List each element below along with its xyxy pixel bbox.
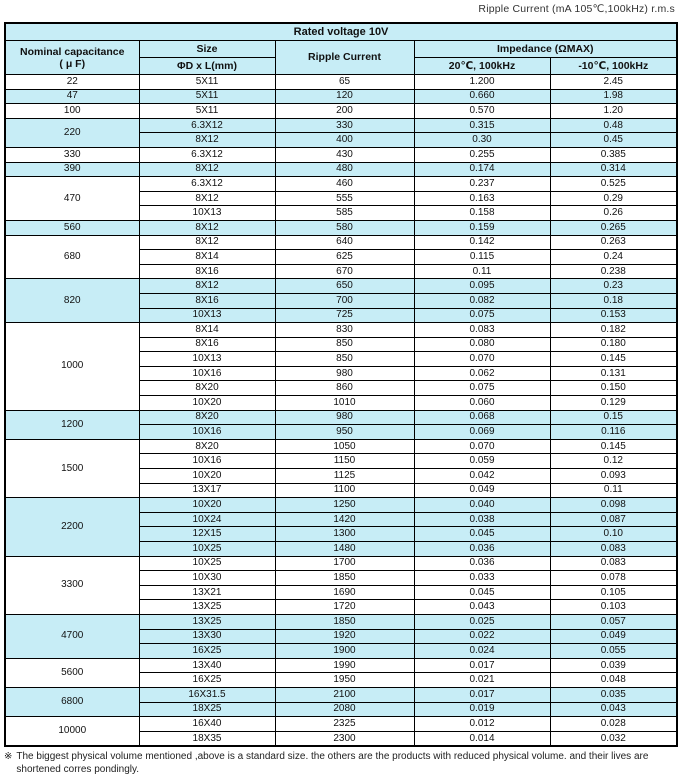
cell-impedance-20c: 0.070 <box>414 352 550 367</box>
cell-size: 13X40 <box>139 658 275 673</box>
table-row <box>5 614 677 629</box>
cell-ripple-current: 1050 <box>275 439 414 454</box>
cell-size: 5X11 <box>139 104 275 119</box>
header-nominal-capacitance-unit: ( μ F) <box>59 57 86 70</box>
cell-ripple-current: 1480 <box>275 542 414 557</box>
cell-impedance-neg10c: 0.032 <box>550 731 677 746</box>
cell-size: 12X15 <box>139 527 275 542</box>
cell-capacitance: 220 <box>5 118 139 147</box>
table-title-row <box>5 23 677 41</box>
table-row <box>5 89 677 104</box>
cell-size: 8X12 <box>139 162 275 177</box>
cell-size: 8X20 <box>139 381 275 396</box>
cell-capacitance: 1500 <box>5 439 139 497</box>
cell-capacitance: 1200 <box>5 410 139 439</box>
cell-impedance-neg10c: 0.035 <box>550 687 677 702</box>
cell-size: 8X12 <box>139 220 275 235</box>
cell-impedance-neg10c: 0.043 <box>550 702 677 717</box>
cell-size: 6.3X12 <box>139 118 275 133</box>
cell-impedance-neg10c: 0.145 <box>550 439 677 454</box>
cell-ripple-current: 850 <box>275 337 414 352</box>
table-row <box>5 658 677 673</box>
cell-impedance-neg10c: 0.078 <box>550 571 677 586</box>
cell-ripple-current: 2100 <box>275 687 414 702</box>
cell-ripple-current: 400 <box>275 133 414 148</box>
cell-size: 10X25 <box>139 542 275 557</box>
cell-ripple-current: 1420 <box>275 512 414 527</box>
cell-impedance-20c: 0.019 <box>414 702 550 717</box>
cell-impedance-neg10c: 0.103 <box>550 600 677 615</box>
cell-size: 6.3X12 <box>139 177 275 192</box>
cell-impedance-neg10c: 0.145 <box>550 352 677 367</box>
cell-ripple-current: 725 <box>275 308 414 323</box>
cell-impedance-neg10c: 0.15 <box>550 410 677 425</box>
cell-capacitance: 820 <box>5 279 139 323</box>
cell-ripple-current: 850 <box>275 352 414 367</box>
cell-impedance-20c: 0.080 <box>414 337 550 352</box>
cell-size: 10X13 <box>139 308 275 323</box>
cell-impedance-20c: 0.11 <box>414 264 550 279</box>
cell-impedance-neg10c: 0.314 <box>550 162 677 177</box>
cell-ripple-current: 1950 <box>275 673 414 688</box>
cell-capacitance: 10000 <box>5 717 139 747</box>
cell-size: 6.3X12 <box>139 147 275 162</box>
header-size: Size <box>139 41 275 58</box>
cell-impedance-20c: 0.069 <box>414 425 550 440</box>
footnote <box>4 751 676 776</box>
cell-impedance-neg10c: 0.129 <box>550 396 677 411</box>
cell-ripple-current: 1300 <box>275 527 414 542</box>
cell-ripple-current: 585 <box>275 206 414 221</box>
cell-impedance-20c: 0.038 <box>414 512 550 527</box>
cell-impedance-neg10c: 0.049 <box>550 629 677 644</box>
cell-impedance-neg10c: 0.182 <box>550 323 677 338</box>
cell-ripple-current: 1700 <box>275 556 414 571</box>
cell-size: 13X21 <box>139 585 275 600</box>
cell-impedance-neg10c: 0.083 <box>550 556 677 571</box>
cell-impedance-20c: 0.033 <box>414 571 550 586</box>
table-row <box>5 220 677 235</box>
cell-ripple-current: 1150 <box>275 454 414 469</box>
cell-impedance-20c: 0.049 <box>414 483 550 498</box>
table-row <box>5 104 677 119</box>
cell-size: 10X13 <box>139 352 275 367</box>
cell-impedance-20c: 0.255 <box>414 147 550 162</box>
table-row <box>5 323 677 338</box>
cell-size: 16X25 <box>139 644 275 659</box>
cell-size: 16X25 <box>139 673 275 688</box>
cell-impedance-neg10c: 0.24 <box>550 250 677 265</box>
cell-ripple-current: 120 <box>275 89 414 104</box>
ripple-current-caption: Ripple Current (mA 105℃,100kHz) r.m.s <box>478 3 675 15</box>
cell-impedance-neg10c: 0.238 <box>550 264 677 279</box>
cell-impedance-neg10c: 1.20 <box>550 104 677 119</box>
cell-capacitance: 330 <box>5 147 139 162</box>
cell-capacitance: 3300 <box>5 556 139 614</box>
cell-impedance-20c: 0.040 <box>414 498 550 513</box>
cell-ripple-current: 1850 <box>275 571 414 586</box>
cell-capacitance: 5600 <box>5 658 139 687</box>
cell-impedance-neg10c: 0.057 <box>550 614 677 629</box>
cell-size: 8X16 <box>139 337 275 352</box>
cell-ripple-current: 670 <box>275 264 414 279</box>
cell-impedance-20c: 0.075 <box>414 308 550 323</box>
cell-impedance-neg10c: 0.039 <box>550 658 677 673</box>
cell-size: 13X17 <box>139 483 275 498</box>
cell-impedance-neg10c: 0.098 <box>550 498 677 513</box>
table-row <box>5 235 677 250</box>
cell-ripple-current: 2080 <box>275 702 414 717</box>
cell-ripple-current: 1100 <box>275 483 414 498</box>
cell-ripple-current: 580 <box>275 220 414 235</box>
cell-size: 8X12 <box>139 279 275 294</box>
cell-ripple-current: 700 <box>275 293 414 308</box>
cell-impedance-20c: 0.012 <box>414 717 550 732</box>
cell-impedance-neg10c: 0.180 <box>550 337 677 352</box>
header-size-sub: ΦD x L(mm) <box>139 58 275 75</box>
table-row <box>5 177 677 192</box>
cell-size: 10X16 <box>139 366 275 381</box>
table-row <box>5 498 677 513</box>
table-row <box>5 717 677 732</box>
cell-ripple-current: 980 <box>275 410 414 425</box>
cell-impedance-neg10c: 0.087 <box>550 512 677 527</box>
cell-impedance-neg10c: 0.150 <box>550 381 677 396</box>
cell-ripple-current: 1250 <box>275 498 414 513</box>
cell-impedance-neg10c: 0.131 <box>550 366 677 381</box>
header-nominal-capacitance-label: Nominal capacitance <box>20 45 125 58</box>
cell-impedance-neg10c: 2.45 <box>550 75 677 90</box>
cell-impedance-neg10c: 0.055 <box>550 644 677 659</box>
cell-impedance-neg10c: 0.105 <box>550 585 677 600</box>
cell-size: 18X25 <box>139 702 275 717</box>
cell-impedance-neg10c: 0.028 <box>550 717 677 732</box>
cell-ripple-current: 1990 <box>275 658 414 673</box>
table-row <box>5 556 677 571</box>
cell-impedance-20c: 0.660 <box>414 89 550 104</box>
table-row <box>5 75 677 90</box>
cell-impedance-20c: 0.174 <box>414 162 550 177</box>
cell-impedance-20c: 0.570 <box>414 104 550 119</box>
cell-ripple-current: 860 <box>275 381 414 396</box>
cell-ripple-current: 1690 <box>275 585 414 600</box>
cell-impedance-20c: 0.060 <box>414 396 550 411</box>
cell-impedance-20c: 0.075 <box>414 381 550 396</box>
cell-impedance-20c: 0.115 <box>414 250 550 265</box>
cell-ripple-current: 65 <box>275 75 414 90</box>
cell-capacitance: 100 <box>5 104 139 119</box>
cell-ripple-current: 460 <box>275 177 414 192</box>
cell-capacitance: 560 <box>5 220 139 235</box>
header-impedance-neg10c: -10℃, 100kHz <box>550 58 677 75</box>
cell-size: 13X25 <box>139 600 275 615</box>
cell-ripple-current: 640 <box>275 235 414 250</box>
cell-impedance-20c: 0.017 <box>414 687 550 702</box>
cell-impedance-neg10c: 0.265 <box>550 220 677 235</box>
cell-ripple-current: 830 <box>275 323 414 338</box>
cell-size: 10X25 <box>139 556 275 571</box>
cell-size: 8X12 <box>139 133 275 148</box>
cell-ripple-current: 480 <box>275 162 414 177</box>
cell-ripple-current: 1850 <box>275 614 414 629</box>
cell-impedance-20c: 0.045 <box>414 527 550 542</box>
rated-voltage-10v-table <box>4 22 678 747</box>
cell-size: 5X11 <box>139 89 275 104</box>
cell-capacitance: 2200 <box>5 498 139 556</box>
cell-size: 8X20 <box>139 439 275 454</box>
cell-capacitance: 22 <box>5 75 139 90</box>
cell-ripple-current: 330 <box>275 118 414 133</box>
cell-impedance-neg10c: 1.98 <box>550 89 677 104</box>
footnote-marker: ※ <box>4 751 13 762</box>
cell-size: 8X12 <box>139 235 275 250</box>
cell-impedance-neg10c: 0.45 <box>550 133 677 148</box>
cell-impedance-neg10c: 0.10 <box>550 527 677 542</box>
cell-impedance-20c: 0.070 <box>414 439 550 454</box>
cell-size: 10X20 <box>139 469 275 484</box>
cell-ripple-current: 200 <box>275 104 414 119</box>
cell-impedance-neg10c: 0.093 <box>550 469 677 484</box>
cell-impedance-neg10c: 0.385 <box>550 147 677 162</box>
cell-impedance-20c: 0.014 <box>414 731 550 746</box>
cell-impedance-20c: 0.059 <box>414 454 550 469</box>
cell-capacitance: 1000 <box>5 323 139 411</box>
cell-ripple-current: 950 <box>275 425 414 440</box>
table-row <box>5 279 677 294</box>
cell-impedance-20c: 0.315 <box>414 118 550 133</box>
cell-impedance-20c: 0.017 <box>414 658 550 673</box>
cell-ripple-current: 1900 <box>275 644 414 659</box>
table-row <box>5 687 677 702</box>
table-body <box>5 75 677 747</box>
cell-size: 18X35 <box>139 731 275 746</box>
cell-size: 5X11 <box>139 75 275 90</box>
cell-ripple-current: 980 <box>275 366 414 381</box>
cell-impedance-neg10c: 0.48 <box>550 118 677 133</box>
cell-size: 8X14 <box>139 250 275 265</box>
cell-ripple-current: 1920 <box>275 629 414 644</box>
cell-size: 8X14 <box>139 323 275 338</box>
cell-capacitance: 6800 <box>5 687 139 716</box>
cell-impedance-neg10c: 0.26 <box>550 206 677 221</box>
cell-capacitance: 47 <box>5 89 139 104</box>
cell-impedance-neg10c: 0.29 <box>550 191 677 206</box>
table-row <box>5 439 677 454</box>
table-row <box>5 162 677 177</box>
cell-ripple-current: 430 <box>275 147 414 162</box>
cell-size: 8X12 <box>139 191 275 206</box>
cell-size: 8X16 <box>139 293 275 308</box>
cell-ripple-current: 2325 <box>275 717 414 732</box>
table-row <box>5 410 677 425</box>
cell-impedance-20c: 1.200 <box>414 75 550 90</box>
cell-impedance-20c: 0.062 <box>414 366 550 381</box>
cell-capacitance: 390 <box>5 162 139 177</box>
header-ripple-current: Ripple Current <box>275 41 414 75</box>
table-row <box>5 118 677 133</box>
cell-impedance-20c: 0.043 <box>414 600 550 615</box>
cell-size: 16X40 <box>139 717 275 732</box>
cell-size: 13X25 <box>139 614 275 629</box>
footnote-text: The biggest physical volume mentioned ,above is a standard size. the others are the products with reduced physical volume. and their lives are shortened corres pondingly. <box>16 751 649 775</box>
header-row-1 <box>5 41 677 58</box>
cell-impedance-neg10c: 0.23 <box>550 279 677 294</box>
cell-size: 13X30 <box>139 629 275 644</box>
cell-size: 10X13 <box>139 206 275 221</box>
cell-size: 8X16 <box>139 264 275 279</box>
cell-impedance-20c: 0.021 <box>414 673 550 688</box>
header-impedance: Impedance (ΩMAX) <box>414 41 677 58</box>
cell-impedance-20c: 0.042 <box>414 469 550 484</box>
cell-impedance-20c: 0.237 <box>414 177 550 192</box>
cell-size: 10X16 <box>139 425 275 440</box>
cell-ripple-current: 1010 <box>275 396 414 411</box>
cell-impedance-neg10c: 0.048 <box>550 673 677 688</box>
cell-impedance-neg10c: 0.18 <box>550 293 677 308</box>
cell-impedance-neg10c: 0.263 <box>550 235 677 250</box>
table-row <box>5 147 677 162</box>
cell-ripple-current: 625 <box>275 250 414 265</box>
cell-size: 10X16 <box>139 454 275 469</box>
cell-impedance-neg10c: 0.083 <box>550 542 677 557</box>
cell-impedance-20c: 0.036 <box>414 556 550 571</box>
cell-impedance-20c: 0.036 <box>414 542 550 557</box>
cell-size: 10X20 <box>139 498 275 513</box>
cell-impedance-neg10c: 0.153 <box>550 308 677 323</box>
cell-impedance-20c: 0.022 <box>414 629 550 644</box>
cell-ripple-current: 650 <box>275 279 414 294</box>
table-title: Rated voltage 10V <box>5 23 677 41</box>
cell-ripple-current: 1125 <box>275 469 414 484</box>
cell-impedance-20c: 0.30 <box>414 133 550 148</box>
cell-impedance-20c: 0.159 <box>414 220 550 235</box>
cell-size: 10X20 <box>139 396 275 411</box>
cell-capacitance: 680 <box>5 235 139 279</box>
cell-size: 10X30 <box>139 571 275 586</box>
cell-capacitance: 470 <box>5 177 139 221</box>
cell-ripple-current: 555 <box>275 191 414 206</box>
cell-size: 10X24 <box>139 512 275 527</box>
cell-impedance-20c: 0.025 <box>414 614 550 629</box>
cell-impedance-neg10c: 0.525 <box>550 177 677 192</box>
cell-impedance-20c: 0.095 <box>414 279 550 294</box>
cell-size: 8X20 <box>139 410 275 425</box>
cell-ripple-current: 1720 <box>275 600 414 615</box>
cell-impedance-20c: 0.045 <box>414 585 550 600</box>
cell-ripple-current: 2300 <box>275 731 414 746</box>
cell-size: 16X31.5 <box>139 687 275 702</box>
cell-impedance-20c: 0.142 <box>414 235 550 250</box>
cell-impedance-neg10c: 0.11 <box>550 483 677 498</box>
cell-impedance-neg10c: 0.116 <box>550 425 677 440</box>
cell-impedance-20c: 0.163 <box>414 191 550 206</box>
cell-capacitance: 4700 <box>5 614 139 658</box>
header-impedance-20c: 20℃, 100kHz <box>414 58 550 75</box>
header-nominal-capacitance <box>5 41 139 75</box>
cell-impedance-20c: 0.083 <box>414 323 550 338</box>
cell-impedance-20c: 0.068 <box>414 410 550 425</box>
cell-impedance-20c: 0.158 <box>414 206 550 221</box>
cell-impedance-20c: 0.024 <box>414 644 550 659</box>
cell-impedance-neg10c: 0.12 <box>550 454 677 469</box>
cell-impedance-20c: 0.082 <box>414 293 550 308</box>
